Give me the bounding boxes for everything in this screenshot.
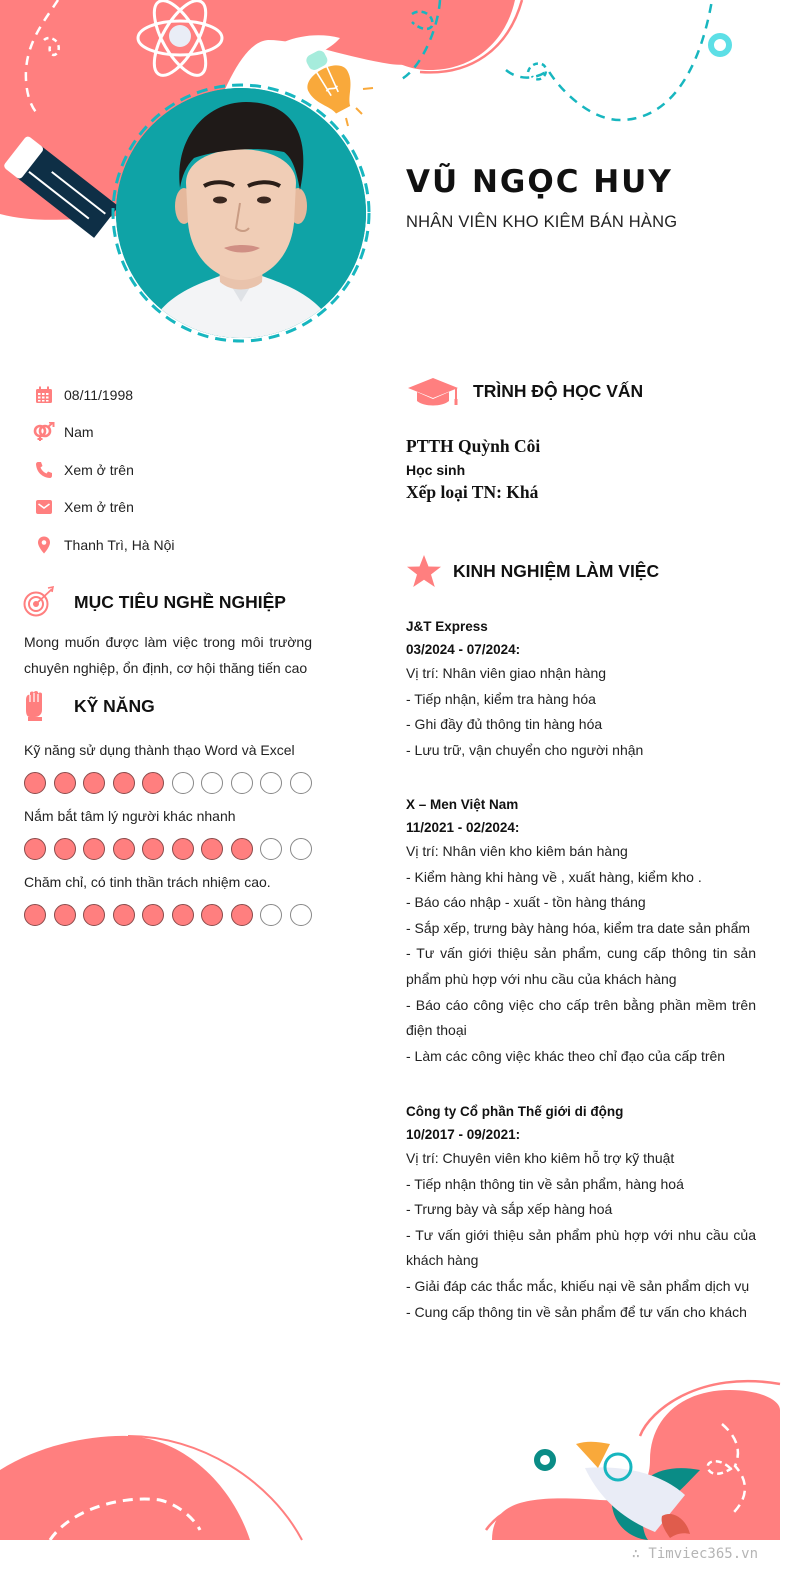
rating-dot-filled bbox=[83, 772, 105, 794]
rating-dot-filled bbox=[231, 904, 253, 926]
watermark: ∴ Timviec365.vn bbox=[631, 1546, 758, 1562]
candidate-job-title: NHÂN VIÊN KHO KIÊM BÁN HÀNG bbox=[406, 213, 678, 231]
rating-dot-filled bbox=[113, 772, 135, 794]
job-detail-line: - Báo cáo nhập - xuất - tồn hàng tháng bbox=[406, 894, 646, 911]
skill-label: Kỹ năng sử dụng thành thạo Word và Excel bbox=[24, 742, 295, 758]
job-entry bbox=[406, 1100, 756, 1325]
star-icon bbox=[406, 554, 453, 588]
contact-address bbox=[24, 526, 344, 564]
avatar-frame bbox=[108, 78, 374, 344]
skill-item bbox=[24, 742, 324, 794]
gender-icon bbox=[24, 422, 64, 442]
email-value: Xem ở trên bbox=[64, 499, 134, 516]
job-detail-line: Vị trí: Nhân viên giao nhận hàng bbox=[406, 665, 607, 681]
job-detail-line: Vị trí: Nhân viên kho kiêm bán hàng bbox=[406, 843, 628, 859]
job-period: 11/2021 - 02/2024: bbox=[406, 820, 520, 835]
skills-title: KỸ NĂNG bbox=[74, 695, 155, 716]
rating-dot-empty bbox=[290, 772, 312, 794]
job-detail-line: - Tư vấn giới thiệu sản phẩm, cung cấp thông tin sản phẩm phù hợp với nhu cầu của khách hàng bbox=[406, 945, 756, 987]
calendar-icon bbox=[24, 386, 64, 404]
rating-dot-filled bbox=[113, 904, 135, 926]
job-detail-line: - Cung cấp thông tin về sản phẩm để tư vấn cho khách bbox=[406, 1303, 747, 1320]
email-icon bbox=[24, 499, 64, 515]
skill-label: Chăm chỉ, có tinh thần trách nhiệm cao. bbox=[24, 874, 271, 890]
objective-text: Mong muốn được làm việc trong môi trường chuyên nghiệp, ổn định, cơ hội thăng tiến cao bbox=[24, 634, 312, 676]
rating-dot-filled bbox=[54, 772, 76, 794]
objective-heading bbox=[22, 586, 286, 618]
job-detail-line: - Tư vấn giới thiệu sản phẩm phù hợp với nhu cầu của khách hàng bbox=[406, 1226, 756, 1269]
contact-list bbox=[24, 376, 344, 564]
job-entry bbox=[406, 615, 756, 763]
job-period: 10/2017 - 09/2021: bbox=[406, 1127, 521, 1142]
rating-dot-filled bbox=[142, 838, 164, 860]
education-grade: Xếp loại TN: Khá bbox=[406, 482, 539, 502]
job-detail-line: - Trưng bày và sắp xếp hàng hoá bbox=[406, 1201, 613, 1218]
hand-icon bbox=[22, 690, 74, 722]
rating-dot-filled bbox=[24, 904, 46, 926]
contact-phone bbox=[24, 451, 344, 489]
education-school: PTTH Quỳnh Côi bbox=[406, 436, 541, 456]
rating-dot-filled bbox=[54, 838, 76, 860]
education-title: TRÌNH ĐỘ HỌC VẤN bbox=[473, 380, 644, 401]
rating-dot-filled bbox=[142, 772, 164, 794]
rating-dot-filled bbox=[83, 904, 105, 926]
job-detail-line: - Lưu trữ, vận chuyển cho người nhận bbox=[406, 741, 644, 758]
location-icon bbox=[24, 536, 64, 554]
rating-dot-filled bbox=[142, 904, 164, 926]
rating-dot-empty bbox=[260, 772, 282, 794]
contact-gender bbox=[24, 414, 344, 452]
skills-list bbox=[24, 742, 324, 926]
education-entry bbox=[406, 436, 540, 503]
job-detail-line: - Tiếp nhận thông tin về sản phẩm, hàng hoá bbox=[406, 1175, 684, 1192]
job-detail-line: - Làm các công việc khác theo chỉ đạo của cấp trên bbox=[406, 1047, 726, 1064]
skills-heading bbox=[22, 690, 155, 722]
phone-icon bbox=[24, 461, 64, 479]
job-company: J&T Express bbox=[406, 619, 488, 634]
target-icon bbox=[22, 586, 74, 618]
footer-decoration bbox=[0, 1340, 800, 1570]
rating-dot-filled bbox=[231, 838, 253, 860]
rating-dot-filled bbox=[113, 838, 135, 860]
rating-dot-filled bbox=[24, 772, 46, 794]
gender-value: Nam bbox=[64, 424, 94, 441]
job-detail-line: - Báo cáo công việc cho cấp trên bằng phần mềm trên điện thoại bbox=[406, 996, 756, 1039]
graduation-cap-icon bbox=[406, 374, 473, 408]
skill-label: Nắm bắt tâm lý người khác nhanh bbox=[24, 808, 236, 824]
job-detail-line: Vị trí: Chuyên viên kho kiêm hỗ trợ kỹ thuật bbox=[406, 1150, 675, 1166]
experience-heading bbox=[406, 554, 659, 588]
skill-rating bbox=[24, 838, 324, 860]
rating-dot-empty bbox=[290, 838, 312, 860]
job-company: X – Men Việt Nam bbox=[406, 797, 519, 812]
rating-dot-empty bbox=[260, 838, 282, 860]
job-period: 03/2024 - 07/2024: bbox=[406, 642, 521, 657]
rating-dot-empty bbox=[201, 772, 223, 794]
rating-dot-filled bbox=[24, 838, 46, 860]
job-detail-line: - Ghi đầy đủ thông tin hàng hóa bbox=[406, 716, 603, 733]
candidate-name: VŨ NGỌC HUY bbox=[406, 164, 673, 200]
job-detail-line: - Sắp xếp, trưng bày hàng hóa, kiểm tra date sản phẩm bbox=[406, 919, 751, 936]
rating-dot-filled bbox=[83, 838, 105, 860]
objective-title: MỤC TIÊU NGHỀ NGHIỆP bbox=[74, 591, 286, 612]
contact-birthday bbox=[24, 376, 344, 414]
avatar bbox=[116, 88, 366, 338]
rating-dot-empty bbox=[260, 904, 282, 926]
job-detail-line: - Tiếp nhận, kiểm tra hàng hóa bbox=[406, 690, 596, 707]
phone-value: Xem ở trên bbox=[64, 461, 134, 478]
skill-rating bbox=[24, 904, 324, 926]
rating-dot-filled bbox=[201, 838, 223, 860]
skill-rating bbox=[24, 772, 324, 794]
job-entry bbox=[406, 793, 756, 1069]
job-detail-line: - Giải đáp các thắc mắc, khiếu nại về sản phẩm dịch vụ bbox=[406, 1277, 750, 1294]
education-role: Học sinh bbox=[406, 462, 466, 478]
job-company: Công ty Cổ phần Thế giới di động bbox=[406, 1104, 624, 1119]
rating-dot-filled bbox=[54, 904, 76, 926]
rating-dot-filled bbox=[172, 904, 194, 926]
birthday-value: 08/11/1998 bbox=[64, 386, 134, 403]
skill-item bbox=[24, 808, 324, 860]
address-value: Thanh Trì, Hà Nội bbox=[64, 536, 175, 553]
rating-dot-filled bbox=[201, 904, 223, 926]
rating-dot-empty bbox=[290, 904, 312, 926]
rating-dot-filled bbox=[172, 838, 194, 860]
job-detail-line: - Kiểm hàng khi hàng về , xuất hàng, kiểm kho . bbox=[406, 868, 702, 885]
rating-dot-empty bbox=[231, 772, 253, 794]
education-heading bbox=[406, 374, 643, 408]
experience-title: KINH NGHIỆM LÀM VIỆC bbox=[453, 560, 660, 581]
contact-email bbox=[24, 489, 344, 527]
rating-dot-empty bbox=[172, 772, 194, 794]
skill-item bbox=[24, 874, 324, 926]
